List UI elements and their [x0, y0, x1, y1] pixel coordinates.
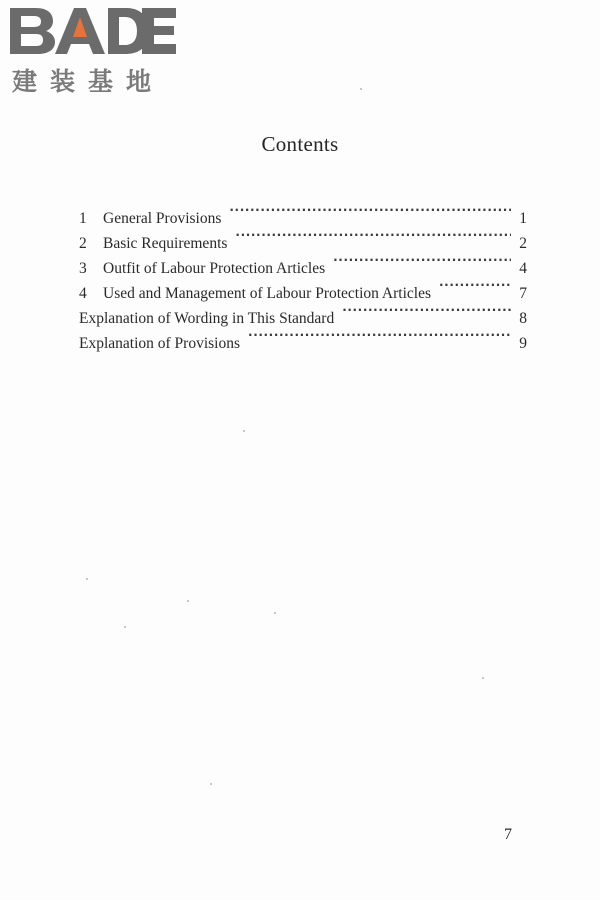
bade-wordmark-logo	[8, 4, 176, 56]
toc-entry-number: 3	[79, 260, 87, 277]
toc-entry-label: Explanation of Wording in This Standard	[79, 310, 335, 327]
scan-speck	[210, 783, 212, 785]
toc-dot-leader	[235, 223, 511, 248]
toc-entry-label: Outfit of Labour Protection Articles	[103, 260, 326, 277]
scan-speck	[274, 612, 276, 614]
toc-entry-number: 1	[79, 210, 87, 227]
page-number: 7	[504, 826, 512, 843]
toc-entry-page: 8	[519, 310, 527, 327]
toc-dot-leader	[439, 273, 511, 298]
scan-speck	[187, 600, 189, 602]
scan-speck	[360, 88, 362, 90]
scan-speck	[243, 430, 245, 432]
toc-entry-page: 9	[519, 335, 527, 352]
bade-logo	[8, 4, 178, 96]
toc-dot-leader	[229, 198, 511, 223]
logo-chinese-subtitle: 建装基地	[12, 67, 165, 96]
toc-entry-page: 2	[519, 235, 527, 252]
table-of-contents	[79, 198, 527, 352]
toc-dot-leader	[333, 248, 511, 273]
toc-entry-page: 7	[519, 285, 527, 302]
toc-entry-label: Basic Requirements	[103, 235, 228, 252]
scan-speck	[86, 578, 88, 580]
toc-entry-label: Used and Management of Labour Protection Articles	[103, 285, 431, 302]
toc-entry-page: 1	[519, 210, 527, 227]
toc-entry-label: General Provisions	[103, 210, 222, 227]
toc-dot-leader	[248, 323, 511, 348]
toc-entry-label: Explanation of Provisions	[79, 335, 241, 352]
scan-speck	[124, 626, 126, 628]
scan-speck	[482, 677, 484, 679]
toc-dot-leader	[342, 298, 511, 323]
toc-entry-number: 2	[79, 235, 87, 252]
page-title: Contents	[261, 132, 339, 156]
toc-entry-page: 4	[519, 260, 527, 277]
toc-entry-number: 4	[79, 285, 87, 302]
toc-entry[interactable]	[79, 198, 527, 227]
